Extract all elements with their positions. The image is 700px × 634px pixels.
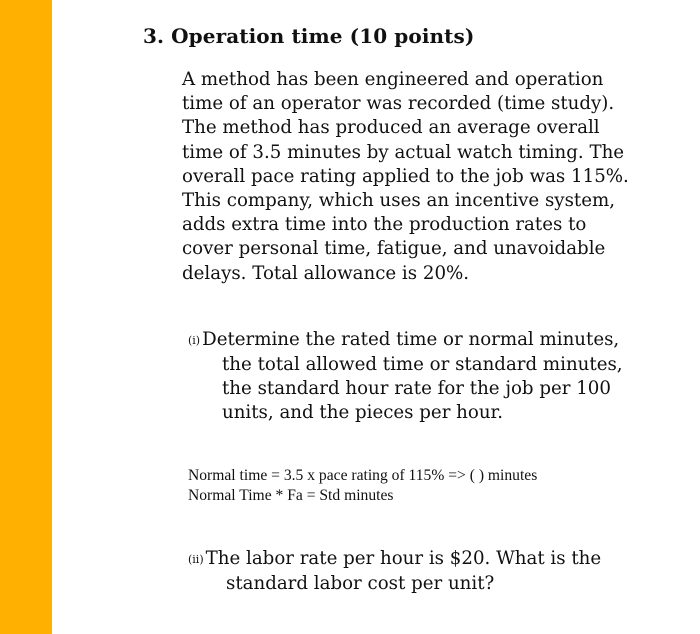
sub-question-marker: (ii): [188, 553, 204, 566]
question-line: the standard hour rate for the job per 100: [222, 378, 611, 399]
question-line: standard labor cost per unit?: [226, 573, 495, 594]
problem-statement: [182, 68, 629, 286]
formula-line: Normal time = 3.5 x pace rating of 115% => ( ) minutes: [188, 467, 538, 484]
accent-bar: [0, 0, 52, 634]
statement-line: The method has produced an average overall: [182, 117, 600, 139]
sub-question-marker: (i): [188, 334, 201, 347]
statement-line: delays. Total allowance is 20%.: [182, 262, 470, 284]
question-text: Determine the rated time or normal minutes,: [202, 329, 620, 350]
statement-line: adds extra time into the production rates to: [182, 214, 587, 236]
question-line: units, and the pieces per hour.: [222, 402, 504, 423]
formula-notes: [188, 466, 537, 506]
statement-line: overall pace rating applied to the job was 115%.: [182, 165, 629, 187]
statement-line: A method has been engineered and operation: [182, 69, 604, 90]
sub-question-i: [188, 328, 623, 425]
question-heading: 3. Operation time (10 points): [143, 24, 475, 48]
question-line: [188, 547, 601, 572]
question-line: the total allowed time or standard minutes,: [222, 354, 623, 375]
sub-question-ii: [188, 547, 601, 596]
statement-line: time of an operator was recorded (time study).: [182, 93, 615, 115]
statement-line: time of 3.5 minutes by actual watch timing. The: [182, 141, 625, 163]
question-text: The labor rate per hour is $20. What is the: [205, 548, 602, 569]
question-line: [188, 328, 623, 353]
statement-line: cover personal time, fatigue, and unavoidable: [182, 238, 606, 260]
formula-line: Normal Time * Fa = Std minutes: [188, 487, 394, 504]
statement-line: This company, which uses an incentive system,: [182, 190, 615, 212]
